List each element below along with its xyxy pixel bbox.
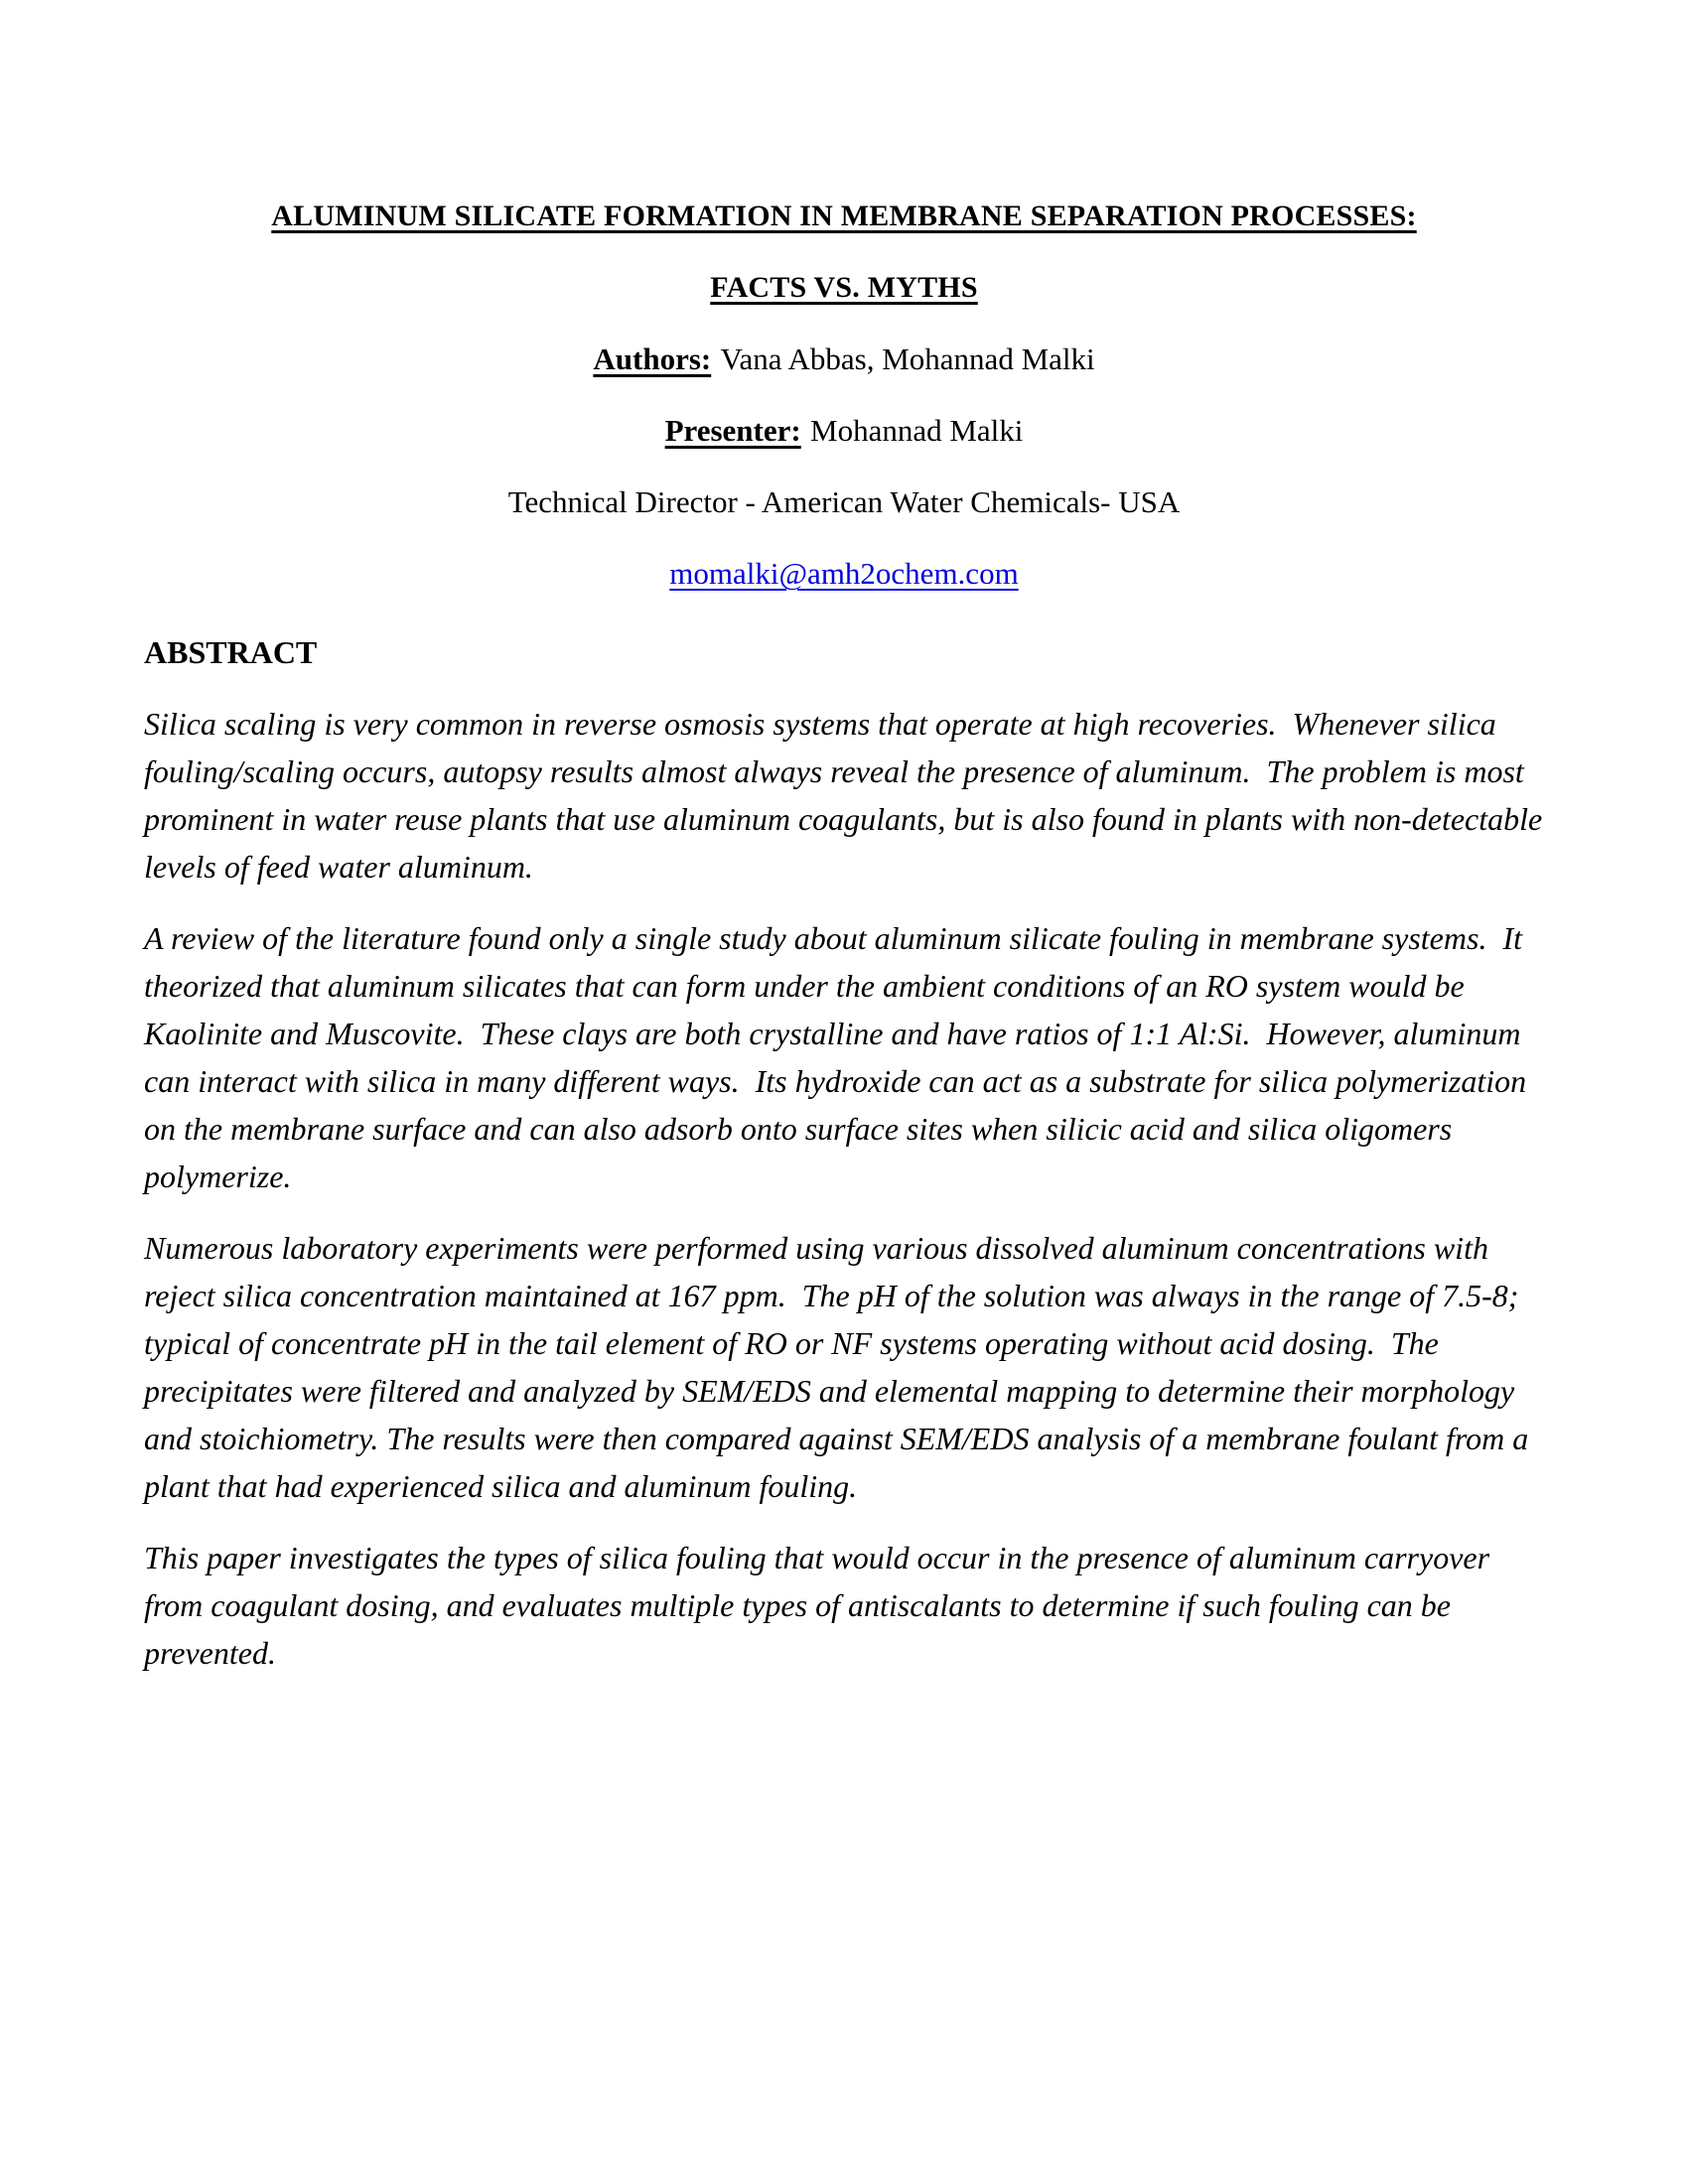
- email-line: [144, 554, 1544, 594]
- abstract-paragraph-1: Silica scaling is very common in reverse osmosis systems that operate at high recoveries. Whenever silica fouling/scaling occurs, autopsy results almost always reveal the presence of aluminum. The problem is most prominent in water reuse plants that use aluminum coagulants, but is also found in plants with non-detectable levels of feed water aluminum.: [144, 706, 1551, 885]
- email-link[interactable]: momalki@amh2ochem.com: [669, 556, 1019, 591]
- presenter-line: [144, 411, 1544, 451]
- presenter-label: Presenter:: [664, 413, 801, 448]
- affiliation-text: Technical Director - American Water Chemicals- USA: [507, 484, 1181, 519]
- abstract-paragraph-2: A review of the literature found only a single study about aluminum silicate fouling in membrane systems. It theorized that aluminum silicates that can form under the ambient conditions of an RO system would be Kaolinite and Muscovite. These clays are both crystalline and have ratios of 1:1 Al:Si. However, aluminum can interact with silica in many different ways. Its hydroxide can act as a substrate for silica polymerization on the membrane surface and can also adsorb onto surface sites when silicic acid and silica oligomers polymerize.: [144, 920, 1535, 1194]
- document-title-line2: [144, 268, 1544, 308]
- document-title-line1: [144, 197, 1544, 236]
- authors-line: [144, 340, 1544, 379]
- abstract-paragraph-4: This paper investigates the types of silica fouling that would occur in the presence of aluminum carryover from coagulant dosing, and evaluates multiple types of antiscalants to determine if such fouling can be prevented.: [144, 1540, 1498, 1671]
- document-title-line2-text: FACTS VS. MYTHS: [710, 271, 978, 304]
- affiliation-line: [144, 482, 1544, 522]
- abstract-paragraph-3: Numerous laboratory experiments were performed using various dissolved aluminum concentrations with reject silica concentration maintained at 167 ppm. The pH of the solution was always in the range of 7.5-8; typical of concentrate pH in the tail element of RO or NF systems operating without acid dosing. The precipitates were filtered and analyzed by SEM/EDS and elemental mapping to determine their morphology and stoichiometry. The results were then compared against SEM/EDS analysis of a membrane foulant from a plant that had experienced silica and aluminum fouling.: [144, 1230, 1537, 1504]
- authors-value: Vana Abbas, Mohannad Malki: [720, 341, 1095, 376]
- document-title-line1-text: ALUMINUM SILICATE FORMATION IN MEMBRANE SEPARATION PROCESSES:: [271, 200, 1417, 232]
- abstract-heading: ABSTRACT: [144, 634, 318, 670]
- authors-label: Authors:: [593, 341, 712, 376]
- presenter-value: Mohannad Malki: [810, 413, 1024, 448]
- title-block: [144, 197, 1544, 594]
